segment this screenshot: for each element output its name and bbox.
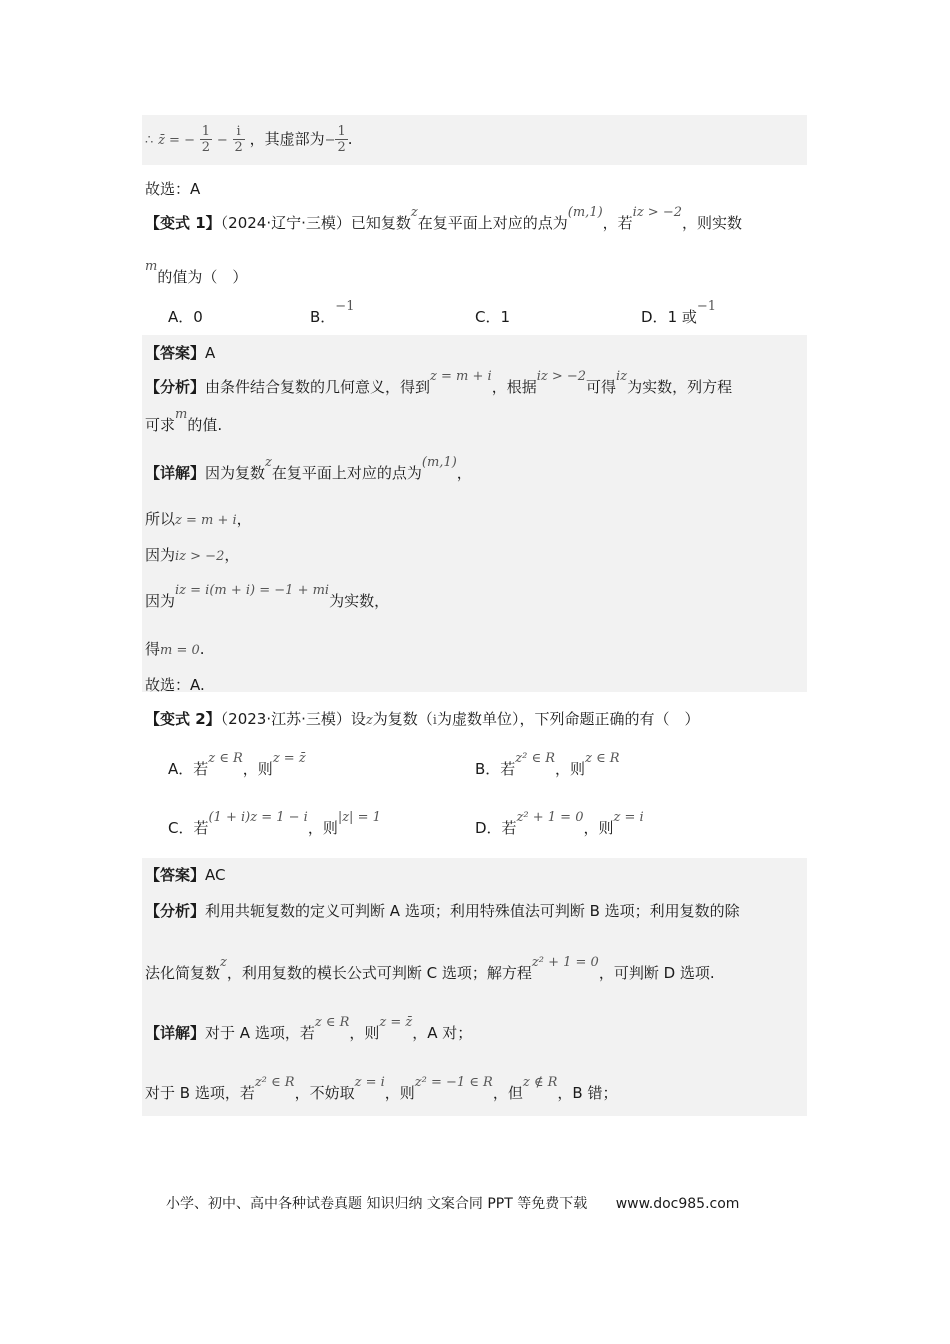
option-d: D．若z² + 1 = 0，则z = i [475, 810, 644, 837]
option-a: A．若z ∈ R，则z = z̄ [168, 751, 306, 778]
option-c: C．1 [475, 308, 511, 326]
detail-line-2: 对于 B 选项，若z² ∈ R，不妨取z = i，则z² = −1 ∈ R，但z ∉ R，B 错； [145, 1075, 618, 1102]
select-answer-line-2: 故选：A. [145, 676, 205, 694]
detail-line-1: 【详解】因为复数z在复平面上对应的点为(m,1)， [145, 455, 472, 482]
analysis-line: 【分析】利用共轭复数的定义可判断 A 选项；利用特殊值法可判断 B 选项；利用复数的除 [145, 902, 740, 920]
page-footer [166, 1193, 739, 1213]
answer-line: 【答案】A [145, 344, 216, 362]
detail-line-1: 【详解】对于 A 选项，若z ∈ R，则z = z̄，A 对； [145, 1015, 473, 1042]
select-answer-line: 故选：A [145, 180, 201, 198]
footer-text: 小学、初中、高中各种试卷真题 知识归纳 文案合同 PPT 等免费下载 [166, 1196, 588, 1212]
option-c: C．若(1 + i)z = 1 − i，则|z| = 1 [168, 810, 381, 837]
fraction: $\frac{1}{2}$ [201, 124, 211, 155]
detail-line-3: 因为iz > −2， [145, 546, 240, 564]
option-d: D．1 或−1 [641, 299, 717, 326]
variant1-question-cont: m的值为（ ） [145, 259, 248, 286]
detail-line-4: 因为iz = i(m + i) = −1 + mi为实数， [145, 583, 390, 610]
option-a: A．0 [168, 308, 203, 326]
detail-line-2: 所以z = m + i， [145, 510, 252, 528]
fraction: $\frac{1}{2}$ [337, 124, 346, 155]
option-b: B．−1 [310, 299, 355, 326]
analysis-line: 【分析】由条件结合复数的几何意义，得到z = m + i，根据iz > −2可得iz为实数，列方程 [145, 369, 733, 396]
footer-link[interactable]: www.doc985.com [615, 1196, 740, 1212]
analysis-line-cont: 法化简复数z，利用复数的模长公式可判断 C 选项；解方程z² + 1 = 0，可判断 D 选项. [145, 955, 715, 982]
detail-line-5: 得m = 0. [145, 640, 205, 658]
option-b: B．若z² ∈ R，则z ∈ R [475, 751, 620, 778]
variant1-question: 【变式 1】（2024·辽宁·三模）已知复数z在复平面上对应的点为(m,1)，若iz > −2，则实数 [145, 205, 743, 232]
fraction: $\frac{i}{2}$ [234, 124, 243, 155]
imag-part-line: ∴ z̄ = − $\frac{1}{2}$ − $\frac{i}{2}$ ，其虚部为− $\frac{1}{2}$ . [145, 124, 353, 155]
variant2-question: 【变式 2】（2023·江苏·三模）设z为复数（i为虚数单位），下列命题正确的有（ ） [145, 710, 700, 728]
answer-line: 【答案】AC [145, 866, 226, 884]
analysis-line-cont: 可求m的值. [145, 407, 223, 434]
